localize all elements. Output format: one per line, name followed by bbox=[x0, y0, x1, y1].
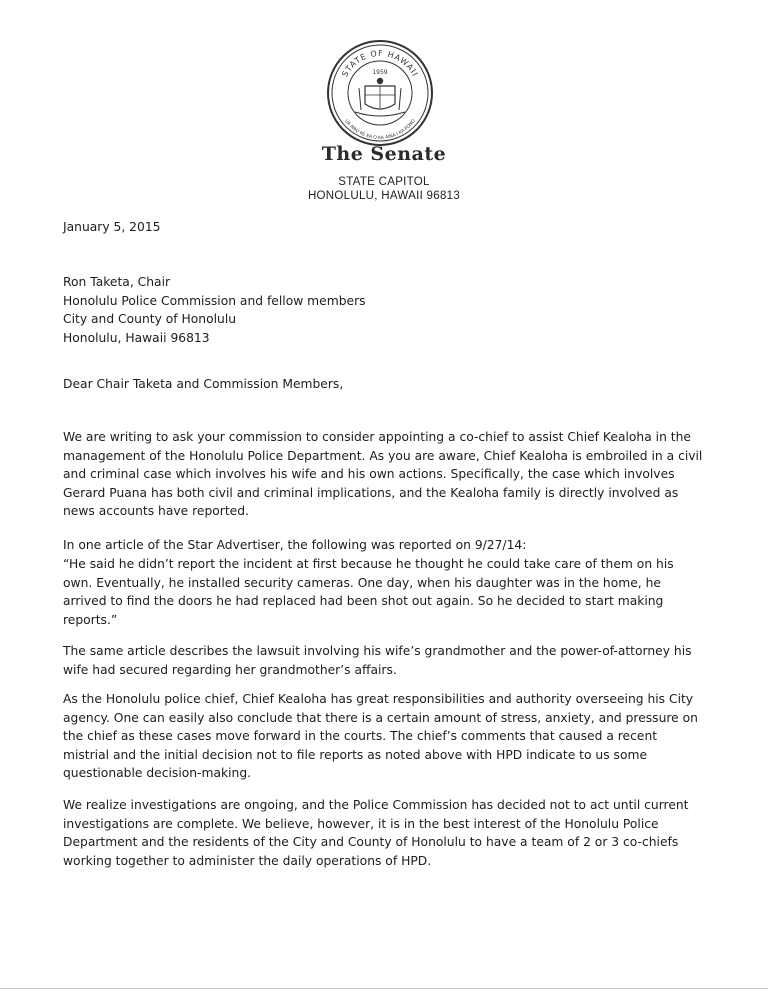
body-paragraph: We are writing to ask your commission to consider appointing a co-chief to assist Chief Kealoha in the management of the Honolulu Police Department. As you are aware, Chief Kealoha is embroiled in a civil and criminal case which involves his wife and his own actions. Specifically, the case which involves Gerard Puana has both civil and criminal implications, and the Kealoha family is directly involved as news accounts have reported. bbox=[63, 430, 703, 518]
quoted-paragraph: “He said he didn’t report the incident at first because he thought he could take care of them on his own. Eventually, he installed security cameras. One day, when his daughter was in the home, he arrived to find the doors he had replaced had been shot out again. So he decided to start making reports.” bbox=[63, 557, 674, 627]
letter-date: January 5, 2015 bbox=[63, 220, 161, 234]
recipient-line: Ron Taketa, Chair bbox=[63, 275, 171, 289]
letterhead-title: The Senate bbox=[321, 143, 447, 165]
recipient-line: City and County of Honolulu bbox=[63, 312, 237, 326]
recipient-line: Honolulu, Hawaii 96813 bbox=[63, 330, 210, 345]
svg-text:STATE OF HAWAII: STATE OF HAWAII bbox=[340, 48, 420, 79]
letterhead-address-line1: STATE CAPITOL bbox=[338, 176, 430, 188]
state-seal-icon bbox=[325, 38, 435, 148]
svg-text:1959: 1959 bbox=[372, 69, 388, 76]
page-bottom-edge bbox=[0, 988, 768, 989]
body-paragraph: The same article describes the lawsuit involving his wife’s grandmother and the power-of-attorney his wife had secured regarding her grandmother’s affairs. bbox=[63, 644, 692, 677]
svg-text:UA MAU KE EA O KA AINA I KA PO: UA MAU KE EA O KA AINA I KA PONO bbox=[343, 118, 417, 142]
recipient-block bbox=[63, 273, 703, 347]
recipient-line: Honolulu Police Commission and fellow members bbox=[63, 293, 366, 308]
salutation: Dear Chair Taketa and Commission Members, bbox=[63, 377, 344, 391]
letterhead-address-line2: HONOLULU, HAWAII 96813 bbox=[307, 190, 461, 202]
body-paragraph: As the Honolulu police chief, Chief Kealoha has great responsibilities and authority overseeing his City agency. One can easily also conclude that there is a certain amount of stress, anxiety, and pressure on the chief as these cases move forward in the courts. The chief’s comments that caused a recent mistrial and the initial decision not to file reports as noted above with HPD indicate to us some questionable decision-making. bbox=[63, 692, 698, 780]
body-paragraph: In one article of the Star Advertiser, the following was reported on 9/27/14: bbox=[63, 538, 527, 552]
body-paragraph: We realize investigations are ongoing, and the Police Commission has decided not to act until current investigations are complete. We believe, however, it is in the best interest of the Honolulu Police Department and the residents of the City and County of Honolulu to have a team of 2 or 3 co-chiefs working together to administer the daily operations of HPD. bbox=[63, 798, 689, 868]
